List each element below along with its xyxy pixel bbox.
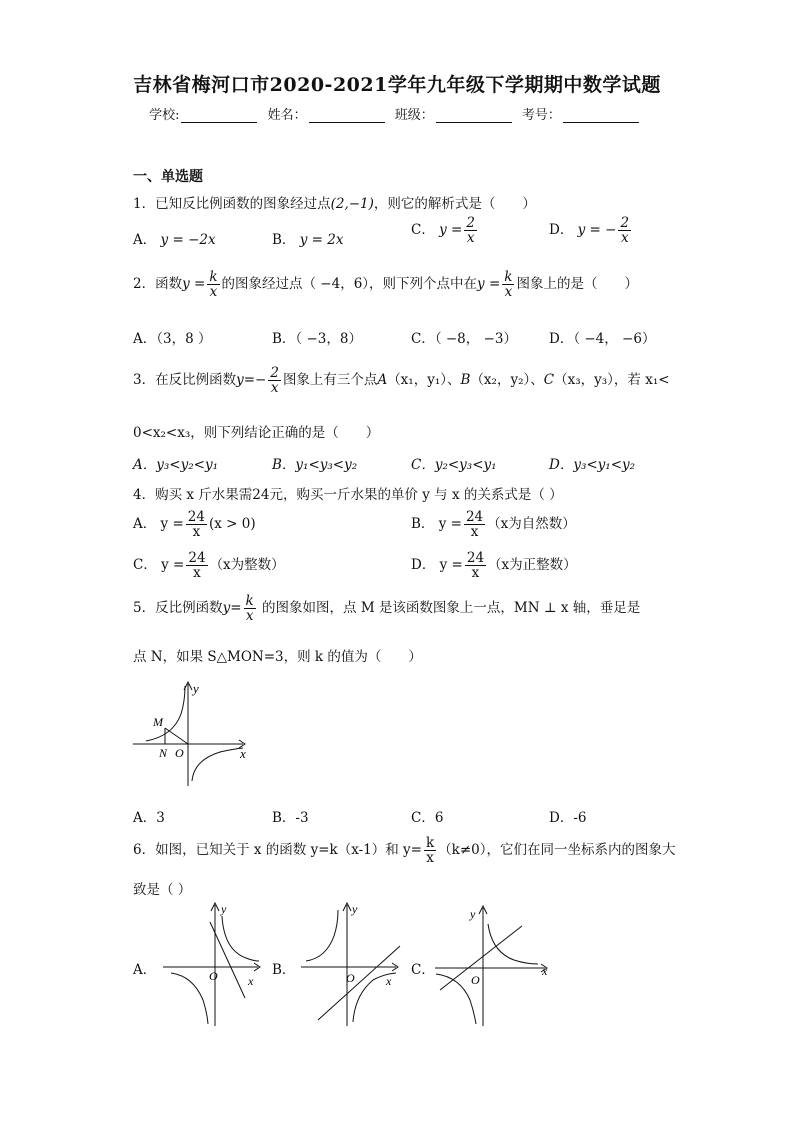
q1-option-b[interactable] xyxy=(272,228,343,248)
q2-stem xyxy=(133,270,638,299)
q6-num: k xyxy=(425,835,435,851)
q6-graph-a[interactable] xyxy=(158,900,268,1030)
q6c-hyperbola-q3 xyxy=(436,974,476,1024)
name-label: 姓名： xyxy=(267,108,307,123)
q3-a-coord: （x₁，y₁）、 xyxy=(387,372,461,389)
q3-option-a[interactable]: A．y₃<y₂<y₁ xyxy=(133,457,218,473)
name-blank[interactable] xyxy=(309,108,385,123)
q5-stem-line2: 点 N，如果 S△MON=3，则 k 的值为（ ） xyxy=(133,649,422,665)
q3-y: y=− xyxy=(236,372,267,389)
q6-fraction xyxy=(424,836,436,865)
q1-point: (2,−1) xyxy=(330,196,374,212)
q4-c-y: y = xyxy=(161,557,185,574)
q1-c-den: x xyxy=(466,230,475,247)
q4-b-label: B． xyxy=(411,516,435,533)
q3-b-coord: （x₂，y₂）、 xyxy=(470,372,544,389)
q3-option-b[interactable]: B．y₁<y₃<y₂ xyxy=(272,457,358,473)
q4-a-den: x xyxy=(192,524,201,541)
q3-den: x xyxy=(270,380,279,397)
q1-option-d[interactable] xyxy=(549,216,633,245)
class-label: 班级： xyxy=(394,108,434,123)
q2-num1: k xyxy=(209,269,218,285)
q5-text-1: 5．反比例函数 xyxy=(133,600,223,617)
q4-b-cond: （x为自然数） xyxy=(487,516,576,533)
q5-label-o: O xyxy=(175,746,184,760)
q4-option-d[interactable] xyxy=(411,551,577,580)
q4-c-cond: （x为整数） xyxy=(209,557,285,574)
q6-text-1: 6．如图，已知关于 x 的函数 y=k（x-1）和 y= xyxy=(133,842,422,859)
q6a-label-y: y xyxy=(221,902,227,916)
q4-c-num: 24 xyxy=(188,550,206,566)
q3-text-1: 3．在反比例函数 xyxy=(133,372,237,389)
q4-d-num: 24 xyxy=(466,550,485,566)
q6-graph-b[interactable] xyxy=(296,900,406,1030)
q3-point-b: B xyxy=(460,372,471,389)
q6c-label-y: y xyxy=(470,907,476,921)
q4-option-c[interactable] xyxy=(133,551,285,580)
q6a-label-o: O xyxy=(209,969,218,983)
class-blank[interactable] xyxy=(436,108,512,123)
q4-d-y: y = xyxy=(439,557,463,574)
q3-num: 2 xyxy=(270,365,279,381)
q6a-hyperbola-q1 xyxy=(222,916,259,961)
q3-point-a: A xyxy=(377,372,388,389)
q1-d-label: D． xyxy=(549,222,574,239)
q2-fraction-2 xyxy=(502,270,514,299)
q6c-label-x: x xyxy=(542,964,548,978)
q1-a-expr: y = −2x xyxy=(160,232,216,248)
q4-b-num: 24 xyxy=(465,509,484,525)
q2-option-a[interactable]: A．（3，8 ） xyxy=(133,331,212,347)
q2-fraction-1 xyxy=(207,270,219,299)
q1-a-label: A． xyxy=(133,232,157,248)
q5-y: y= xyxy=(222,600,242,617)
q6-graph-c[interactable] xyxy=(430,900,555,1030)
q3-stem-line2: 0<x₂<x₃，则下列结论正确的是（ ） xyxy=(133,425,380,441)
q1-c-label: C． xyxy=(411,222,435,239)
q4-b-y: y = xyxy=(438,516,462,533)
q6b-label-x: x xyxy=(386,974,392,988)
q5-label-y: y xyxy=(193,681,199,696)
q1-d-num: 2 xyxy=(620,215,630,231)
q4-d-fraction xyxy=(465,551,486,580)
q1-c-y: y = xyxy=(439,222,463,239)
q6-den: x xyxy=(426,850,434,867)
q4-a-num: 24 xyxy=(187,509,205,525)
q2-text-1: 2．函数 xyxy=(133,276,183,293)
school-blank[interactable] xyxy=(181,108,257,123)
school-label: 学校: xyxy=(149,108,180,123)
q1-c-fraction xyxy=(464,216,477,245)
q1-text-a: 1．已知反比例函数的图象经过点 xyxy=(133,196,331,212)
q5-fraction xyxy=(244,594,256,623)
q4-a-cond: (x > 0) xyxy=(208,516,256,533)
q4-c-label: C． xyxy=(133,557,157,574)
student-info-line xyxy=(0,104,794,123)
q4-a-fraction xyxy=(186,510,207,539)
q4-stem: 4．购买 x 斤水果需24元，购买一斤水果的单价 y 与 x 的关系式是（ ） xyxy=(133,487,563,503)
q5-option-b[interactable]: B．-3 xyxy=(272,810,309,826)
q6b-label-o: O xyxy=(346,971,355,985)
q5-label-x: x xyxy=(240,746,246,761)
q6c-hyperbola-q1 xyxy=(488,924,538,964)
q5-text-2: 的图象如图，点 M 是该函数图象上一点，MN ⊥ x 轴，垂足是 xyxy=(257,600,641,617)
q2-option-d[interactable]: D．（ −4， −6） xyxy=(549,331,656,347)
q1-d-den: x xyxy=(620,230,629,247)
q1-d-fraction xyxy=(618,216,631,245)
q5-stem xyxy=(133,594,640,623)
q3-text-2: 图象上有三个点 xyxy=(282,372,378,389)
q2-option-c[interactable]: C．（ −8， −3） xyxy=(411,331,517,347)
q5-option-a[interactable]: A．3 xyxy=(133,810,165,826)
q2-num2: k xyxy=(504,269,513,285)
q1-option-a[interactable] xyxy=(133,228,216,248)
q2-den2: x xyxy=(504,284,513,301)
q5-option-d[interactable]: D．-6 xyxy=(549,810,587,826)
q4-b-den: x xyxy=(470,524,479,541)
page-title: 吉林省梅河口市2020-2021学年九年级下学期期中数学试题 xyxy=(133,74,661,96)
q4-a-y: y = xyxy=(160,516,184,533)
q4-a-label: A． xyxy=(133,516,157,533)
q6-stem-line2: 致是（ ） xyxy=(133,882,192,898)
q5-den: x xyxy=(245,608,254,625)
q6a-hyperbola-q3 xyxy=(171,973,208,1024)
q6a-label-x: x xyxy=(248,974,254,988)
q5-curve-q4 xyxy=(192,748,243,781)
q6-option-b-label[interactable]: B． xyxy=(272,962,296,978)
q6-stem xyxy=(133,836,675,865)
q1-text-b: ，则它的解析式是（ ） xyxy=(373,196,536,212)
q3-fraction xyxy=(268,366,281,395)
section-title: 一、单选题 xyxy=(133,169,203,185)
q4-b-fraction xyxy=(464,510,485,539)
q4-c-fraction xyxy=(186,551,207,580)
q2-y2: y = xyxy=(477,276,501,293)
q2-den1: x xyxy=(209,284,218,301)
q5-label-n: N xyxy=(159,746,168,760)
q6c-label-o: O xyxy=(471,973,480,987)
q1-stem xyxy=(133,192,536,212)
q6b-hyperbola-q2 xyxy=(306,910,338,961)
q3-point-c: C xyxy=(543,372,555,389)
q2-text-2: 的图象经过点（ −4，6），则下列个点中在 xyxy=(221,276,478,293)
q5-figure xyxy=(128,676,258,791)
q3-stem xyxy=(133,366,670,395)
q5-segment-mo xyxy=(165,728,188,744)
q3-c-coord: （x₃，y₃），若 x₁< xyxy=(554,372,670,389)
q6-option-c-label[interactable]: C． xyxy=(411,962,435,978)
q2-y1: y = xyxy=(182,276,206,293)
q2-text-3: 图象上的是（ ） xyxy=(516,276,638,293)
q5-label-m: M xyxy=(153,715,163,729)
q6-text-2: （k≠0），它们在同一坐标系内的图象大 xyxy=(438,842,676,859)
q5-option-c[interactable]: C．6 xyxy=(411,810,444,826)
q4-c-den: x xyxy=(193,565,201,582)
q6-option-a-label[interactable]: A． xyxy=(133,962,157,978)
q2-option-b[interactable]: B．（ −3，8） xyxy=(272,331,362,347)
q6b-label-y: y xyxy=(352,902,358,916)
q1-b-expr: y = 2x xyxy=(299,232,344,248)
q4-d-den: x xyxy=(471,565,480,582)
q3-option-d[interactable]: D．y₃<y₁<y₂ xyxy=(549,457,636,473)
q4-d-label: D． xyxy=(411,557,436,574)
id-label: 考号： xyxy=(521,108,561,123)
q3-option-c[interactable]: C．y₂<y₃<y₁ xyxy=(411,457,497,473)
q1-d-y: y = − xyxy=(577,222,617,239)
q1-b-label: B． xyxy=(272,232,296,248)
q1-c-num: 2 xyxy=(466,215,475,231)
q4-option-b[interactable] xyxy=(411,510,576,539)
q1-option-c[interactable] xyxy=(411,216,479,245)
q4-option-a[interactable] xyxy=(133,510,256,539)
q5-num: k xyxy=(245,593,254,609)
id-blank[interactable] xyxy=(563,108,639,123)
q4-d-cond: （x为正整数） xyxy=(488,557,577,574)
